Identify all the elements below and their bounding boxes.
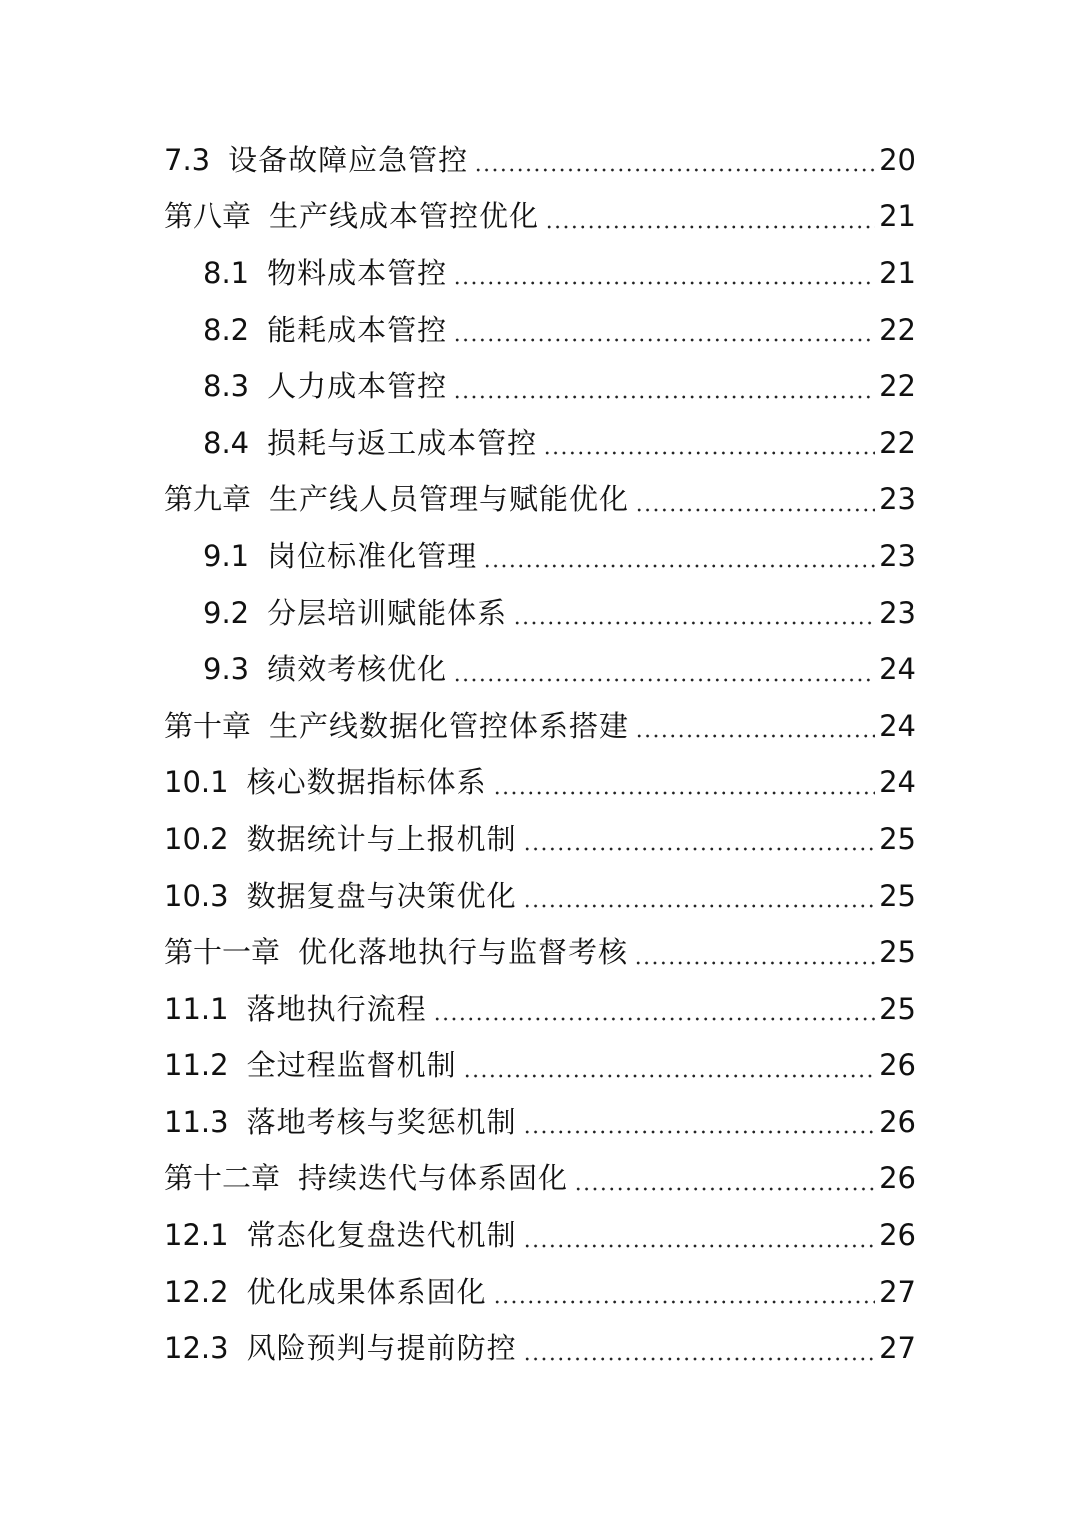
toc-entry-title: 优化成果体系固化 bbox=[246, 1274, 487, 1309]
toc-entry-number: 12.1 bbox=[164, 1218, 229, 1253]
dot-leader bbox=[474, 168, 875, 172]
toc-entry-page: 24 bbox=[879, 652, 916, 687]
toc-entry-number: 12.2 bbox=[164, 1274, 229, 1309]
toc-entry-number: 8.2 bbox=[203, 312, 250, 347]
toc-entry-page: 24 bbox=[879, 765, 916, 800]
dot-leader bbox=[523, 1130, 876, 1134]
toc-entry-number: 9.3 bbox=[203, 652, 250, 687]
toc-entry-page: 23 bbox=[879, 482, 916, 517]
toc-entry-title: 损耗与返工成本管控 bbox=[267, 425, 538, 460]
toc-entry-title: 风险预判与提前防控 bbox=[246, 1331, 517, 1366]
toc-entry-page: 26 bbox=[879, 1218, 916, 1253]
toc-entry-title: 落地考核与奖惩机制 bbox=[246, 1104, 517, 1139]
toc-entry-title: 落地执行流程 bbox=[246, 991, 427, 1026]
toc-entry[interactable] bbox=[0, 1320, 1080, 1377]
toc-entry[interactable] bbox=[0, 698, 1080, 755]
toc-entry-page: 25 bbox=[879, 991, 916, 1026]
toc-entry-number: 第八章 bbox=[164, 199, 252, 234]
toc-entry[interactable] bbox=[0, 868, 1080, 925]
toc-entry-title: 人力成本管控 bbox=[267, 369, 448, 404]
dot-leader bbox=[523, 847, 876, 851]
dot-leader bbox=[523, 1244, 876, 1248]
toc-entry-page: 26 bbox=[879, 1161, 916, 1196]
dot-leader bbox=[543, 451, 875, 455]
toc-entry[interactable] bbox=[0, 528, 1080, 585]
toc-entry-number: 11.2 bbox=[164, 1048, 229, 1083]
toc-entry[interactable] bbox=[0, 1151, 1080, 1208]
toc-entry[interactable] bbox=[0, 472, 1080, 529]
toc-entry-page: 25 bbox=[879, 935, 916, 970]
toc-entry[interactable] bbox=[0, 981, 1080, 1038]
toc-entry-number: 12.3 bbox=[164, 1331, 229, 1366]
dot-leader bbox=[493, 1300, 876, 1304]
toc-entry-page: 22 bbox=[879, 425, 916, 460]
toc-entry-number: 第十二章 bbox=[164, 1161, 281, 1196]
toc-entry[interactable] bbox=[0, 302, 1080, 359]
toc-entry-number: 11.1 bbox=[164, 991, 229, 1026]
toc-entry-number: 第十一章 bbox=[164, 935, 281, 970]
toc-entry-title: 生产线人员管理与赋能优化 bbox=[269, 482, 630, 517]
dot-leader bbox=[574, 1187, 875, 1191]
toc-entry-title: 生产线成本管控优化 bbox=[269, 199, 540, 234]
toc-entry-page: 24 bbox=[879, 708, 916, 743]
toc-entry-title: 全过程监督机制 bbox=[246, 1048, 457, 1083]
toc-entry[interactable] bbox=[0, 1264, 1080, 1321]
dot-leader bbox=[523, 1357, 876, 1361]
toc-entry[interactable] bbox=[0, 641, 1080, 698]
dot-leader bbox=[483, 564, 875, 568]
dot-leader bbox=[463, 1074, 876, 1078]
toc-entry-number: 10.1 bbox=[164, 765, 229, 800]
toc-entry-page: 25 bbox=[879, 821, 916, 856]
toc-entry-page: 20 bbox=[879, 142, 916, 177]
toc-entry[interactable] bbox=[0, 1094, 1080, 1151]
toc-entry-number: 7.3 bbox=[164, 142, 211, 177]
dot-leader bbox=[453, 678, 875, 682]
toc-entry-page: 26 bbox=[879, 1048, 916, 1083]
toc-entry-number: 10.2 bbox=[164, 821, 229, 856]
toc-entry[interactable] bbox=[0, 755, 1080, 812]
toc-entry-page: 27 bbox=[879, 1331, 916, 1366]
dot-leader bbox=[634, 961, 875, 965]
toc-entry[interactable] bbox=[0, 811, 1080, 868]
toc-entry[interactable] bbox=[0, 245, 1080, 302]
dot-leader bbox=[635, 734, 875, 738]
toc-entry[interactable] bbox=[0, 924, 1080, 981]
dot-leader bbox=[635, 508, 875, 512]
toc-entry-title: 数据统计与上报机制 bbox=[246, 821, 517, 856]
toc-entry-page: 21 bbox=[879, 255, 916, 290]
toc-entry-number: 9.1 bbox=[203, 538, 250, 573]
toc-entry-number: 8.1 bbox=[203, 255, 250, 290]
toc-entry-page: 23 bbox=[879, 538, 916, 573]
toc-entry[interactable] bbox=[0, 189, 1080, 246]
toc-entry-title: 常态化复盘迭代机制 bbox=[246, 1218, 517, 1253]
dot-leader bbox=[523, 904, 876, 908]
toc-entry-title: 绩效考核优化 bbox=[267, 652, 448, 687]
toc-entry-number: 8.4 bbox=[203, 425, 250, 460]
toc-entry[interactable] bbox=[0, 1038, 1080, 1095]
dot-leader bbox=[545, 225, 875, 229]
toc-entry-page: 25 bbox=[879, 878, 916, 913]
toc-entry-page: 27 bbox=[879, 1274, 916, 1309]
toc-entry-title: 核心数据指标体系 bbox=[246, 765, 487, 800]
toc-entry-number: 10.3 bbox=[164, 878, 229, 913]
toc-entry-title: 持续迭代与体系固化 bbox=[298, 1161, 569, 1196]
toc-entry-page: 21 bbox=[879, 199, 916, 234]
dot-leader bbox=[453, 338, 875, 342]
toc-entry-title: 物料成本管控 bbox=[267, 255, 448, 290]
toc-entry-title: 岗位标准化管理 bbox=[267, 538, 478, 573]
dot-leader bbox=[453, 281, 875, 285]
toc-entry-number: 第十章 bbox=[164, 708, 252, 743]
toc-entry-number: 8.3 bbox=[203, 369, 250, 404]
toc-entry-title: 数据复盘与决策优化 bbox=[246, 878, 517, 913]
dot-leader bbox=[493, 791, 876, 795]
toc-entry-title: 生产线数据化管控体系搭建 bbox=[269, 708, 630, 743]
toc-entry-title: 优化落地执行与监督考核 bbox=[298, 935, 629, 970]
dot-leader bbox=[513, 621, 875, 625]
dot-leader bbox=[433, 1017, 876, 1021]
dot-leader bbox=[453, 395, 875, 399]
toc-entry-title: 能耗成本管控 bbox=[267, 312, 448, 347]
toc-entry-title: 分层培训赋能体系 bbox=[267, 595, 508, 630]
toc-entry-page: 23 bbox=[879, 595, 916, 630]
toc-entry-page: 26 bbox=[879, 1104, 916, 1139]
table-of-contents bbox=[0, 132, 1080, 1377]
toc-entry-page: 22 bbox=[879, 369, 916, 404]
toc-entry[interactable] bbox=[0, 1207, 1080, 1264]
toc-entry[interactable] bbox=[0, 585, 1080, 642]
toc-entry[interactable] bbox=[0, 132, 1080, 189]
toc-entry-number: 第九章 bbox=[164, 482, 252, 517]
toc-entry-number: 9.2 bbox=[203, 595, 250, 630]
toc-entry[interactable] bbox=[0, 358, 1080, 415]
toc-entry[interactable] bbox=[0, 415, 1080, 472]
toc-entry-page: 22 bbox=[879, 312, 916, 347]
toc-entry-title: 设备故障应急管控 bbox=[228, 142, 469, 177]
toc-entry-number: 11.3 bbox=[164, 1104, 229, 1139]
